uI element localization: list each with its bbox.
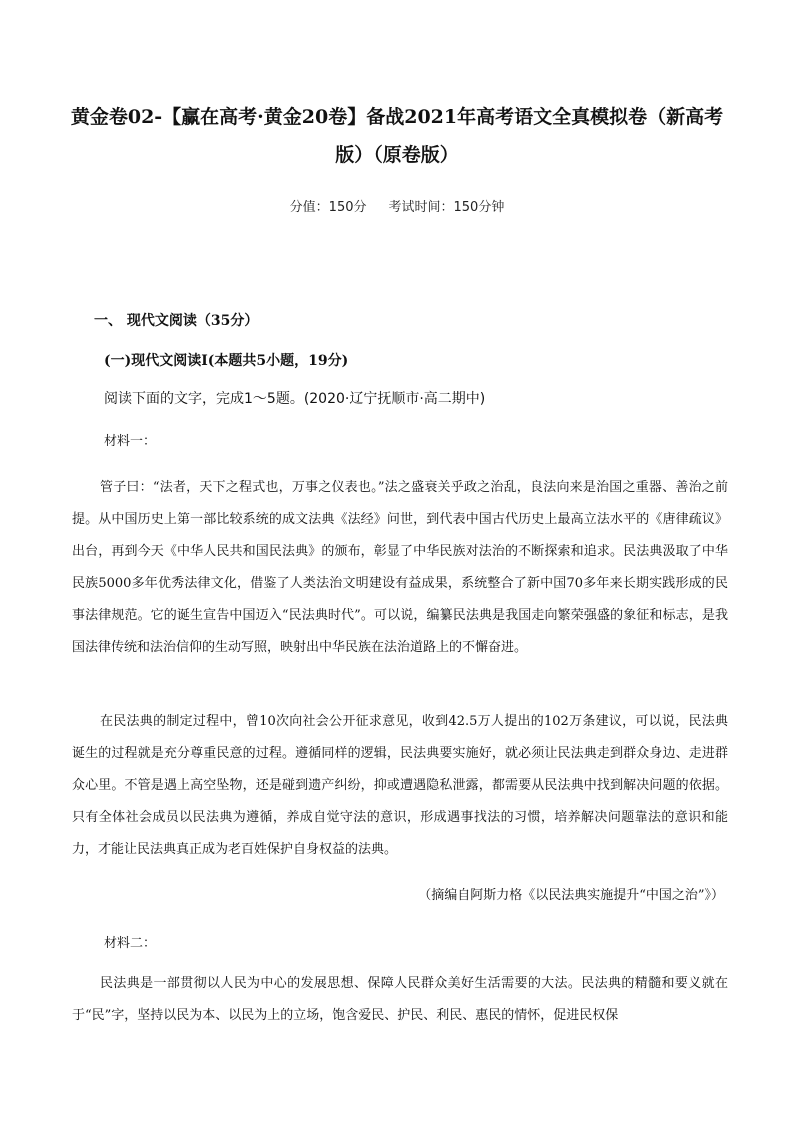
material-one-paragraph-1: 管子曰：“法者，天下之程式也，万事之仪表也。”法之盛衰关乎政之治乱，良法向来是治国之重器、善治之前提。从中国历史上第一部比较系统的成文法典《法经》问世，到代表中国古代历史上最高立法水平的《唐律疏议》出台，再到今天《中华人民共和国民法典》的颁布，彰显了中华民族对法治的不断探索和追求。民法典汲取了中华民族5000多年优秀法律文化，借鉴了人类法治文明建设有益成果，系统整合了新中国70多年来长期实践形成的民事法律规范。它的诞生宣告中国迈入“民法典时代”。可以说，编纂民法典是我国走向繁荣强盛的象征和标志，是我国法律传统和法治信仰的生动写照，映射出中华民族在法治道路上的不懈奋进。 [72,480,728,655]
material-one-paragraph-2: 在民法典的制定过程中，曾10次向社会公开征求意见，收到42.5万人提出的102万条建议，可以说，民法典诞生的过程就是充分尊重民意的过程。遵循同样的逻辑，民法典要实施好，就必须让民法典走到群众身边、走进群众心里。不管是遇上高空坠物，还是碰到遗产纠纷，抑或遭遇隐私泄露，都需要从民法典中找到解决问题的依据。只有全体社会成员以民法典为遵循，养成自觉守法的意识，形成遇事找法的习惯，培养解决问题靠法的意识和能力，才能让民法典真正成为老百姓保护自身权益的法典。 [72,714,728,857]
material-one-source: （摘编自阿斯力格《以民法典实施提升“中国之治”》） [418,888,724,903]
section-heading: 一、 现代文阅读（35分） [94,313,259,329]
time-label: 考试时间：150分钟 [388,200,505,215]
material-two-paragraph-1: 民法典是一部贯彻以人民为中心的发展思想、保障人民群众美好生活需要的大法。民法典的精髓和要义就在于“民”字，坚持以民为本、以民为上的立场，饱含爱民、护民、利民、惠民的情怀，促进民权保 [72,976,728,1023]
document-title: 黄金卷02-【赢在高考·黄金20卷】备战2021年高考语文全真模拟卷（新高考版）（原卷版） [70,106,724,166]
material-two-label: 材料二： [104,936,157,951]
material-one-label: 材料一： [104,434,157,449]
exam-info [0,196,794,215]
instruction-text: 阅读下面的文字，完成1～5题。(2020·辽宁抚顺市·高二期中) [104,391,486,407]
score-label: 分值：150分 [289,200,367,215]
subsection-heading: (一)现代文阅读Ⅰ(本题共5小题，19分) [104,353,349,369]
